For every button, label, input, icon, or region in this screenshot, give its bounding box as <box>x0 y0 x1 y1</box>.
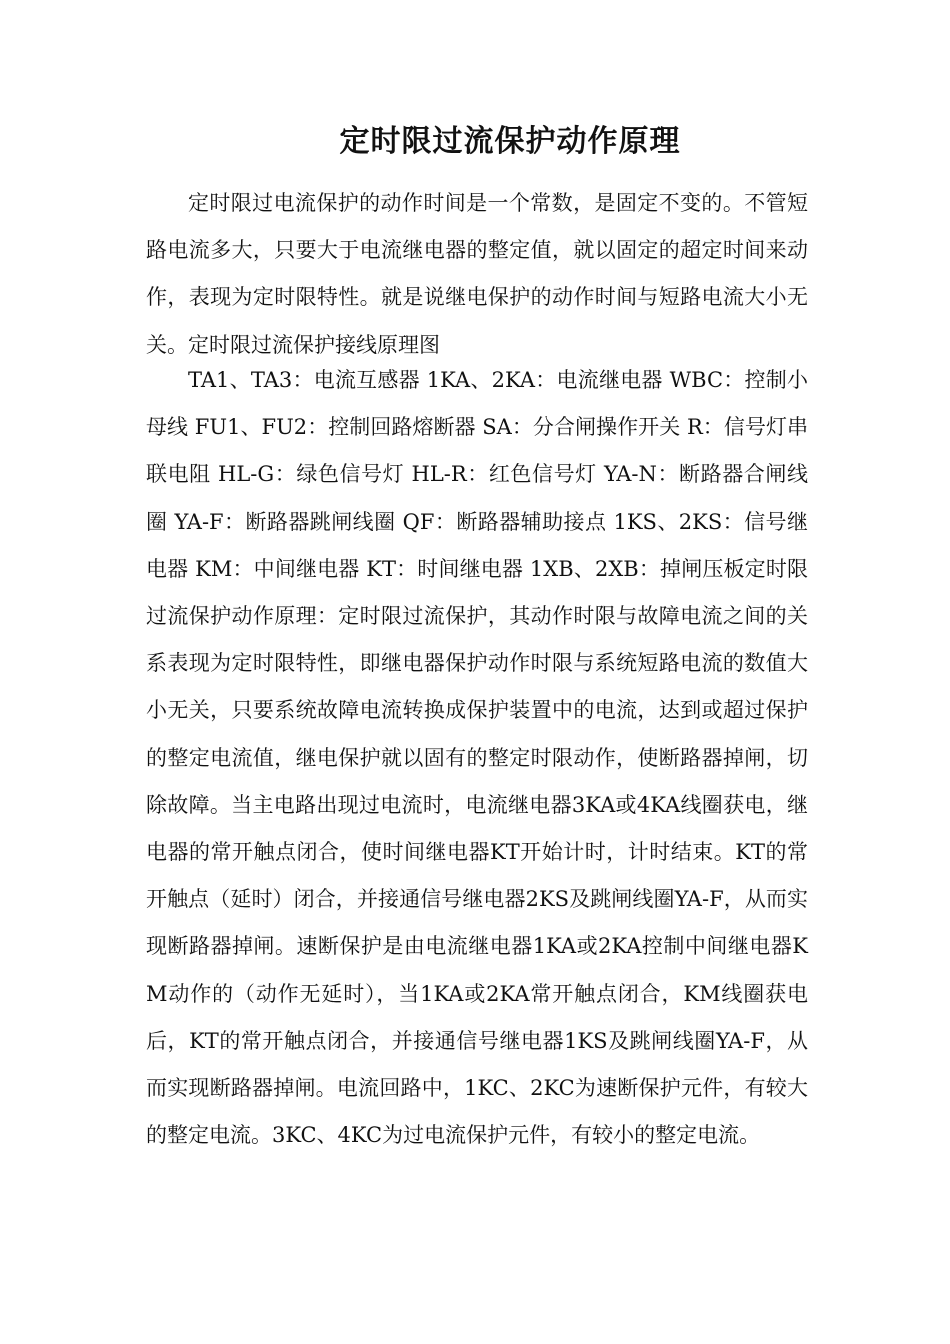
paragraph-components-and-principle: TA1、TA3：电流互感器 1KA、2KA：电流继电器 WBC：控制小母线 FU1、FU2：控制回路熔断器 SA：分合闸操作开关 R：信号灯串联电阻 HL-G：绿色信号灯 HL-R：红色信号灯 YA-N：断路器合闸线圈 YA-F：断路器跳闸线圈 QF：断路器辅助接点 1KS、2KS：信号继电器 KM：中间继电器 KT：时间继电器 1XB、2XB：掉闸压板定时限过流保护动作原理：定时限过流保护，其动作时限与故障电流之间的关系表现为定时限特性，即继电器保护动作时限与系统短路电流的数值大小无关，只要系统故障电流转换成保护装置中的电流，达到或超过保护的整定电流值，继电保护就以固有的整定时限动作，使断路器掉闸，切除故障。当主电路出现过电流时，电流继电器3KA或4KA线圈获电，继电器的常开触点闭合，使时间继电器KT开始计时，计时结束。KT的常开触点（延时）闭合，并接通信号继电器2KS及跳闸线圈YA-F，从而实现断路器掉闸。速断保护是由电流继电器1KA或2KA控制中间继电器KM动作的（动作无延时），当1KA或2KA常开触点闭合，KM线圈获电后，KT的常开触点闭合，并接通信号继电器1KS及跳闸线圈YA-F，从而实现断路器掉闸。电流回路中，1KC、2KC为速断保护元件，有较大的整定电流。3KC、4KC为过电流保护元件，有较小的整定电流。 <box>146 368 808 1148</box>
document-title: 定时限过流保护动作原理 <box>339 124 681 159</box>
paragraph-intro: 定时限过电流保护的动作时间是一个常数，是固定不变的。不管短路电流多大，只要大于电流继电器的整定值，就以固定的超定时间来动作，表现为定时限特性。就是说继电保护的动作时间与短路电流大小无关。定时限过流保护接线原理图 <box>146 191 808 357</box>
